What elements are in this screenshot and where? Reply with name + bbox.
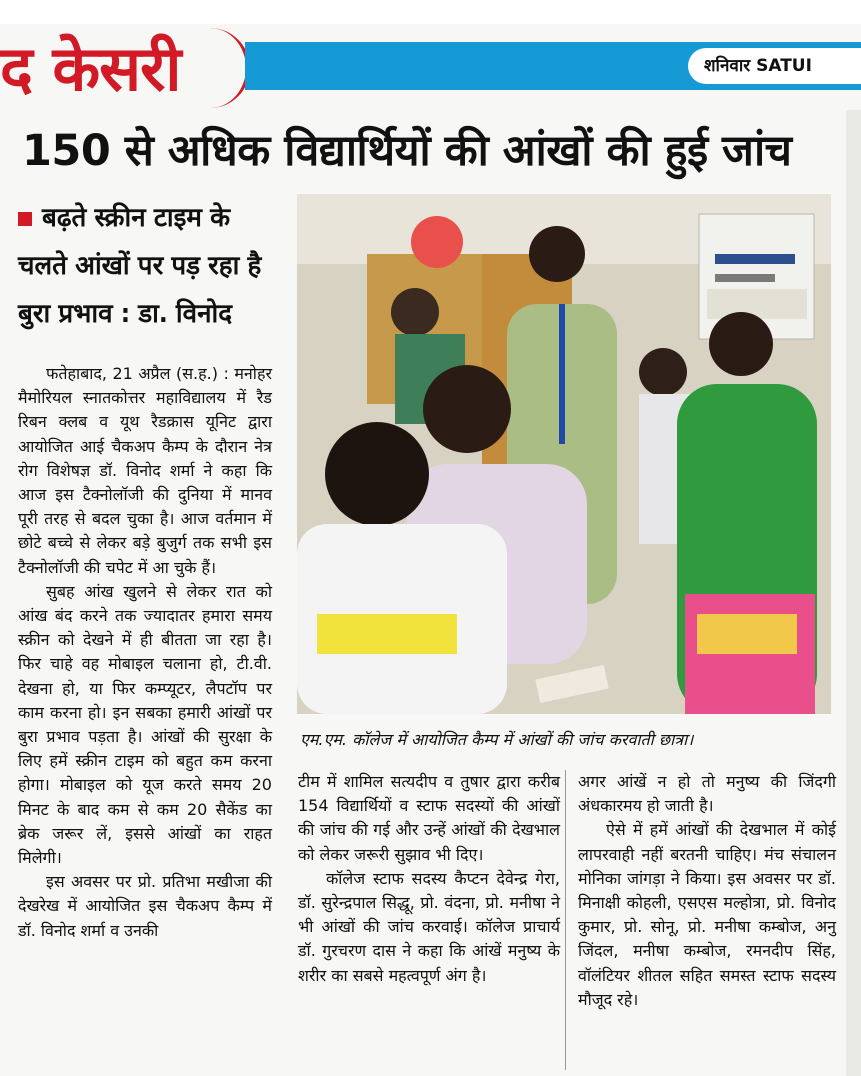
paragraph: इस अवसर पर प्रो. प्रतिभा मखीजा की देखरेख में आयोजित इस चैकअप कैम्प में डॉ. विनोद शर्मा व उनकी <box>18 872 272 940</box>
paragraph: सुबह आंख खुलने से लेकर रात को आंख बंद करने तक ज्यादातर हमारा समय स्क्रीन को देखने में ही बीतता जा रहा है। फिर चाहे वह मोबाइल चलाना हो, टी.वी. देखना हो, या फिर कम्प्यूटर, लैपटॉप पर काम करना हो। इन सबका हमारी आंखों पर बुरा प्रभाव पड़ता है। आंखों की सुरक्षा के लिए हमें स्क्रीन टाइम को बहुत कम करना होगा। मोबाइल को यूज करते समय 20 मिनट के बाद कम से कम 20 सैकेंड का ब्रेक जरूर लें, इससे आंखों का राहत मिलेगी। <box>18 581 272 868</box>
paragraph: कॉलेज स्टाफ सदस्य कैप्टन देवेन्द्र गेरा, डॉ. सुरेन्द्रपाल सिद्धू, प्रो. वंदना, प्रो. मनीषा ने भी आंखों की जांच करवाई। कॉलेज प्राचार्य डॉ. गुरचरण दास ने कहा कि आंखें मनुष्य के शरीर का सबसे महत्वपूर्ण अंग है। <box>298 868 560 985</box>
subheadline <box>18 194 278 338</box>
masthead-date: शनिवार SATUI <box>688 48 861 84</box>
news-photo <box>297 194 831 714</box>
article-column-3 <box>578 770 836 1012</box>
paragraph: टीम में शामिल सत्यदीप व तुषार द्वारा करीब 154 विद्यार्थियों व स्टाफ सदस्यों की आंखों की जांच की गई और उन्हें आंखों की देखभाल को लेकर जरूरी सुझाव भी दिए। <box>298 772 560 864</box>
masthead-title: द केसरी <box>0 32 181 105</box>
paragraph: ऐसे में हमें आंखों की देखभाल में कोई लापरवाही नहीं बरतनी चाहिए। मंच संचालन मोनिका जांगड़ा ने किया। इस अवसर पर डॉ. मिनाक्षी कोहली, एसएस मल्होत्रा, प्रो. विनोद कुमार, प्रो. सोनू, प्रो. मनीषा कम्बोज, अनु जिंदल, मनीषा कम्बोज, रमनदीप सिंह, वॉलंटियर शीतल सहित समस्त स्टाफ सदस्य मौजूद रहे। <box>578 820 836 1009</box>
photo-illustration <box>297 194 831 714</box>
column-divider <box>565 770 566 1070</box>
top-margin <box>0 0 861 24</box>
headline: 150 से अधिक विद्यार्थियों की आंखों की हुई जांच <box>22 126 792 176</box>
paragraph: अगर आंखें न हो तो मनुष्य की जिंदगी अंधकारमय हो जाती है। <box>578 772 836 816</box>
paragraph: फतेहाबाद, 21 अप्रैल (स.ह.) : मनोहर मैमोरियल स्नातकोत्तर महाविद्यालय में रैड रिबन क्लब व यूथ रैडक्रास यूनिट द्वारा आयोजित आई चैकअप कैम्प के दौरान नेत्र रोग विशेषज्ञ डॉ. विनोद शर्मा ने कहा कि आज इस टैक्नोलॉजी की दुनिया में मानव पूरी तरह से बदल चुका है। आज वर्तमान में छोटे बच्चे से लेकर बड़े बुजुर्ग तक सभी इस टैक्नोलॉजी की चपेट में आ चुके हैं। <box>18 364 272 577</box>
page-edge <box>846 110 861 1076</box>
subhead-bullet-icon <box>18 212 32 226</box>
photo-caption: एम.एम. कॉलेज में आयोजित कैम्प में आंखों की जांच करवाती छात्रा। <box>300 730 694 749</box>
article-column-1 <box>18 362 272 943</box>
article-column-2 <box>298 770 560 988</box>
masthead-curve <box>196 28 250 108</box>
subhead-text: बढ़ते स्क्रीन टाइम के चलते आंखों पर पड़ रहा है बुरा प्रभाव : डा. विनोद <box>18 203 262 329</box>
